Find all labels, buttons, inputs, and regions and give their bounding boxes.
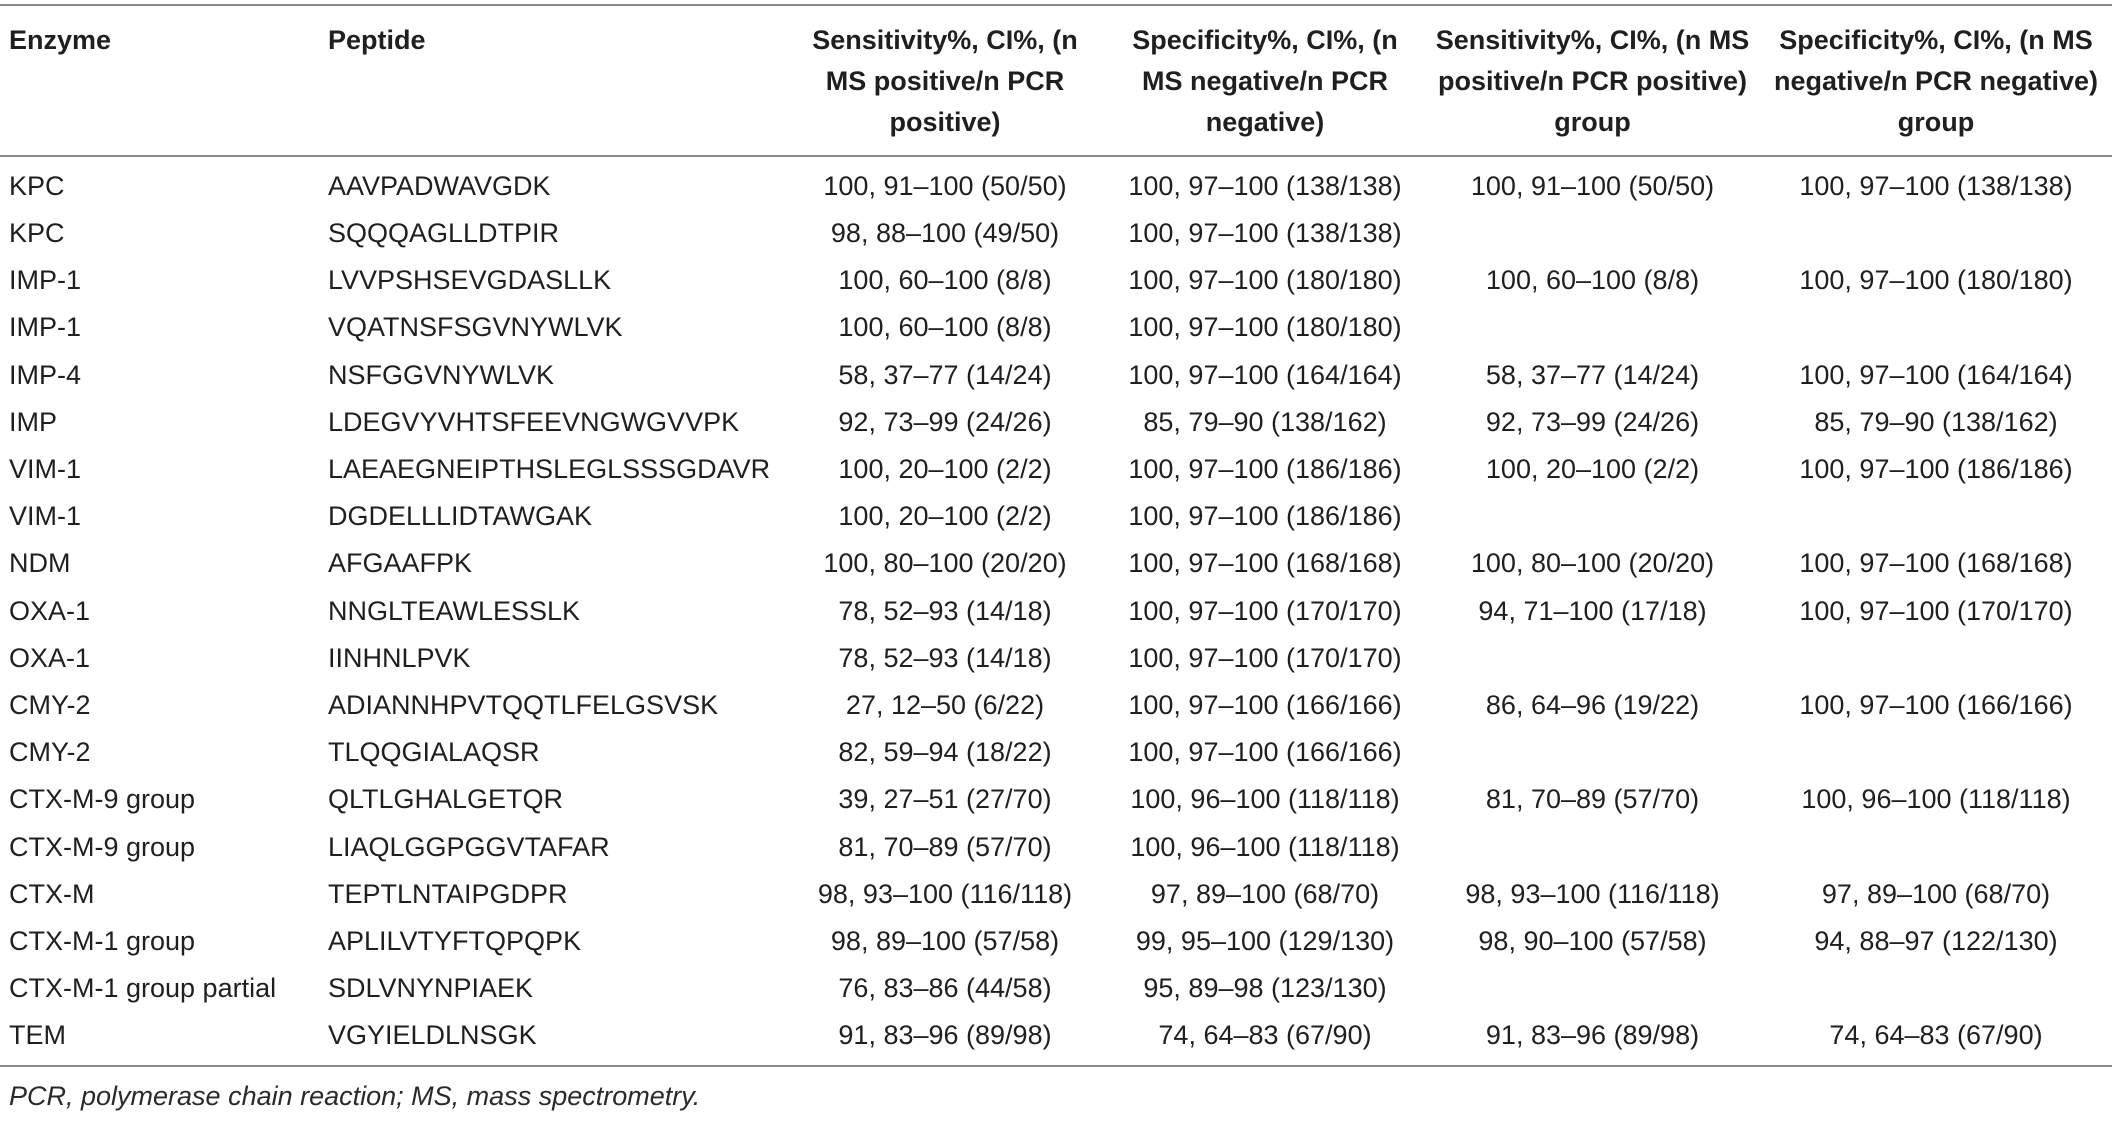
sensitivity-group-cell — [1425, 304, 1760, 351]
specificity-cell: 100, 97–100 (138/138) — [1128, 171, 1402, 201]
peptide-cell: NNGLTEAWLESSLK — [328, 595, 581, 626]
sensitivity-cell: 98, 93–100 (116/118) — [817, 878, 1073, 909]
enzyme-cell: NDM — [9, 548, 71, 579]
enzyme-cell: IMP-1 — [9, 265, 82, 296]
peptide-cell: SDLVNYNPIAEK — [328, 973, 534, 1004]
table-header — [0, 5, 2112, 156]
specificity-cell: 85, 79–90 (138/162) — [1143, 406, 1387, 437]
specificity-group-cell: 94, 88–97 (122/130) — [1814, 925, 2058, 956]
specificity-cell: 95, 89–98 (123/130) — [1143, 973, 1387, 1004]
peptide-cell: LIAQLGGPGGVTAFAR — [328, 831, 610, 862]
enzyme-cell: CTX-M-9 group — [9, 831, 196, 862]
enzyme-cell: TEM — [9, 1020, 66, 1051]
sensitivity-group-cell — [1425, 493, 1760, 540]
peptide-cell: VQATNSFSGVNYWLVK — [328, 312, 623, 343]
specificity-cell: 100, 97–100 (138/138) — [1128, 218, 1402, 249]
sensitivity-group-cell: 98, 93–100 (116/118) — [1465, 878, 1720, 909]
specificity-cell: 100, 96–100 (118/118) — [1130, 784, 1400, 815]
specificity-cell: 100, 97–100 (164/164) — [1128, 359, 1402, 390]
header-row — [0, 5, 2112, 156]
specificity-cell: 97, 89–100 (68/70) — [1150, 878, 1380, 909]
specificity-cell: 100, 97–100 (166/166) — [1128, 689, 1402, 720]
peptide-cell: SQQQAGLLDTPIR — [328, 218, 560, 249]
specificity-group-cell: 97, 89–100 (68/70) — [1821, 878, 2051, 909]
enzyme-cell: VIM-1 — [9, 501, 82, 532]
sensitivity-group-cell: 58, 37–77 (14/24) — [1485, 359, 1700, 390]
specificity-cell: 100, 97–100 (180/180) — [1128, 312, 1402, 343]
enzyme-cell: KPC — [9, 171, 65, 201]
sensitivity-cell: 82, 59–94 (18/22) — [838, 737, 1052, 768]
specificity-group-cell: 100, 96–100 (118/118) — [1801, 784, 2071, 815]
specificity-cell: 100, 97–100 (186/186) — [1128, 501, 1402, 532]
column-header-enzyme: Enzyme — [9, 25, 112, 55]
sensitivity-group-cell: 98, 90–100 (57/58) — [1478, 925, 1707, 956]
sensitivity-cell: 27, 12–50 (6/22) — [845, 689, 1045, 720]
specificity-group-cell — [1760, 635, 2112, 682]
peptide-cell: ADIANNHPVTQQTLFELGSVSK — [328, 689, 719, 720]
specificity-group-cell — [1760, 493, 2112, 540]
specificity-group-cell — [1760, 729, 2112, 776]
table-row — [0, 918, 2112, 965]
specificity-group-cell: 100, 97–100 (186/186) — [1799, 454, 2073, 485]
enzyme-cell: CTX-M — [9, 878, 95, 909]
specificity-group-cell: 85, 79–90 (138/162) — [1814, 406, 2058, 437]
table-row — [0, 682, 2112, 729]
table-row — [0, 965, 2112, 1012]
sensitivity-cell: 92, 73–99 (24/26) — [838, 406, 1052, 437]
specificity-group-cell: 100, 97–100 (164/164) — [1799, 359, 2073, 390]
sensitivity-group-cell: 86, 64–96 (19/22) — [1485, 689, 1700, 720]
specificity-group-cell: 100, 97–100 (168/168) — [1799, 548, 2073, 579]
specificity-group-cell: 74, 64–83 (67/90) — [1829, 1020, 2043, 1051]
peptide-cell: AFGAAFPK — [328, 548, 473, 579]
sensitivity-cell: 100, 91–100 (50/50) — [823, 171, 1067, 201]
sensitivity-group-cell — [1425, 729, 1760, 776]
table-row — [0, 871, 2112, 918]
peptide-cell: APLILVTYFTQPQPK — [328, 925, 582, 956]
results-table-container — [0, 4, 2112, 1067]
specificity-group-cell — [1760, 210, 2112, 257]
sensitivity-cell: 98, 89–100 (57/58) — [830, 925, 1060, 956]
specificity-group-cell — [1760, 304, 2112, 351]
table-row — [0, 635, 2112, 682]
enzyme-cell: CTX-M-1 group partial — [9, 973, 277, 1004]
specificity-group-cell: 100, 97–100 (166/166) — [1799, 689, 2073, 720]
table-body — [0, 156, 2112, 1066]
specificity-cell: 100, 97–100 (180/180) — [1128, 265, 1402, 296]
specificity-cell: 100, 97–100 (186/186) — [1128, 454, 1402, 485]
sensitivity-cell: 78, 52–93 (14/18) — [838, 595, 1052, 626]
sensitivity-cell: 100, 80–100 (20/20) — [823, 548, 1067, 579]
specificity-group-cell: 100, 97–100 (170/170) — [1799, 595, 2073, 626]
enzyme-cell: CMY-2 — [9, 737, 91, 768]
specificity-cell: 100, 97–100 (170/170) — [1128, 642, 1402, 673]
specificity-group-cell: 100, 97–100 (138/138) — [1799, 171, 2073, 201]
table-row — [0, 823, 2112, 870]
specificity-cell: 100, 96–100 (118/118) — [1130, 831, 1400, 862]
peptide-cell: VGYIELDLNSGK — [328, 1020, 537, 1051]
sensitivity-group-cell: 92, 73–99 (24/26) — [1485, 406, 1700, 437]
column-header-specificity: Specificity%, CI%, (n MS negative/n PCR negative) — [1132, 25, 1398, 137]
sensitivity-group-cell: 100, 60–100 (8/8) — [1485, 265, 1700, 296]
sensitivity-cell: 100, 60–100 (8/8) — [838, 312, 1052, 343]
column-header-sensitivity: Sensitivity%, CI%, (n MS positive/n PCR positive) — [812, 25, 1078, 137]
enzyme-cell: OXA-1 — [9, 595, 91, 626]
table-row — [0, 493, 2112, 540]
sensitivity-cell: 100, 60–100 (8/8) — [838, 265, 1052, 296]
table-row — [0, 399, 2112, 446]
table-row — [0, 446, 2112, 493]
sensitivity-cell: 100, 20–100 (2/2) — [838, 501, 1052, 532]
peptide-cell: NSFGGVNYWLVK — [328, 359, 555, 390]
table-row — [0, 540, 2112, 587]
sensitivity-cell: 98, 88–100 (49/50) — [830, 218, 1060, 249]
column-header-specificity-group: Specificity%, CI%, (n MS negative/n PCR negative) group — [1773, 25, 2099, 137]
table-row — [0, 352, 2112, 399]
table-row — [0, 210, 2112, 257]
enzyme-cell: VIM-1 — [9, 454, 82, 485]
enzyme-cell: IMP — [9, 406, 58, 437]
enzyme-cell: KPC — [9, 218, 65, 249]
table-footnote: PCR, polymerase chain reaction; MS, mass spectrometry. — [9, 1081, 701, 1111]
peptide-cell: AAVPADWAVGDK — [328, 171, 551, 201]
sensitivity-group-cell — [1425, 823, 1760, 870]
enzyme-cell: CMY-2 — [9, 689, 91, 720]
enzyme-cell: CTX-M-9 group — [9, 784, 196, 815]
specificity-group-cell: 100, 97–100 (180/180) — [1799, 265, 2073, 296]
peptide-cell: LDEGVYVHTSFEEVNGWGVVPK — [328, 406, 740, 437]
peptide-cell: IINHNLPVK — [328, 642, 471, 673]
table-row — [0, 1012, 2112, 1066]
enzyme-cell: OXA-1 — [9, 642, 91, 673]
sensitivity-group-cell: 100, 91–100 (50/50) — [1470, 171, 1715, 201]
specificity-cell: 74, 64–83 (67/90) — [1158, 1020, 1372, 1051]
specificity-cell: 99, 95–100 (129/130) — [1135, 925, 1395, 956]
sensitivity-cell: 39, 27–51 (27/70) — [838, 784, 1052, 815]
sensitivity-group-cell: 91, 83–96 (89/98) — [1485, 1020, 1700, 1051]
results-table — [0, 4, 2112, 1067]
table-row — [0, 257, 2112, 304]
sensitivity-group-cell — [1425, 210, 1760, 257]
peptide-cell: LAEAEGNEIPTHSLEGLSSSGDAVR — [328, 454, 771, 485]
column-header-sensitivity-group: Sensitivity%, CI%, (n MS positive/n PCR positive) group — [1435, 25, 1750, 137]
specificity-group-cell — [1760, 823, 2112, 870]
specificity-cell: 100, 97–100 (170/170) — [1128, 595, 1402, 626]
specificity-cell: 100, 97–100 (168/168) — [1128, 548, 1402, 579]
table-row — [0, 156, 2112, 210]
sensitivity-cell: 78, 52–93 (14/18) — [838, 642, 1052, 673]
column-header-peptide: Peptide — [328, 25, 426, 55]
sensitivity-cell: 81, 70–89 (57/70) — [838, 831, 1052, 862]
sensitivity-cell: 91, 83–96 (89/98) — [838, 1020, 1052, 1051]
sensitivity-cell: 100, 20–100 (2/2) — [838, 454, 1052, 485]
table-row — [0, 588, 2112, 635]
sensitivity-group-cell: 100, 80–100 (20/20) — [1470, 548, 1715, 579]
table-row — [0, 776, 2112, 823]
sensitivity-group-cell — [1425, 635, 1760, 682]
sensitivity-cell: 58, 37–77 (14/24) — [838, 359, 1052, 390]
enzyme-cell: CTX-M-1 group — [9, 925, 196, 956]
peptide-cell: TLQQGIALAQSR — [328, 737, 540, 768]
specificity-group-cell — [1760, 965, 2112, 1012]
sensitivity-cell: 76, 83–86 (44/58) — [838, 973, 1052, 1004]
sensitivity-group-cell: 100, 20–100 (2/2) — [1485, 454, 1700, 485]
specificity-cell: 100, 97–100 (166/166) — [1128, 737, 1402, 768]
peptide-cell: LVVPSHSEVGDASLLK — [328, 265, 612, 296]
peptide-cell: QLTLGHALGETQR — [328, 784, 564, 815]
enzyme-cell: IMP-4 — [9, 359, 82, 390]
peptide-cell: TEPTLNTAIPGDPR — [328, 878, 568, 909]
sensitivity-group-cell: 94, 71–100 (17/18) — [1478, 595, 1707, 626]
sensitivity-group-cell — [1425, 965, 1760, 1012]
sensitivity-group-cell: 81, 70–89 (57/70) — [1485, 784, 1700, 815]
table-row — [0, 729, 2112, 776]
peptide-cell: DGDELLLIDTAWGAK — [328, 501, 593, 532]
enzyme-cell: IMP-1 — [9, 312, 82, 343]
table-row — [0, 304, 2112, 351]
